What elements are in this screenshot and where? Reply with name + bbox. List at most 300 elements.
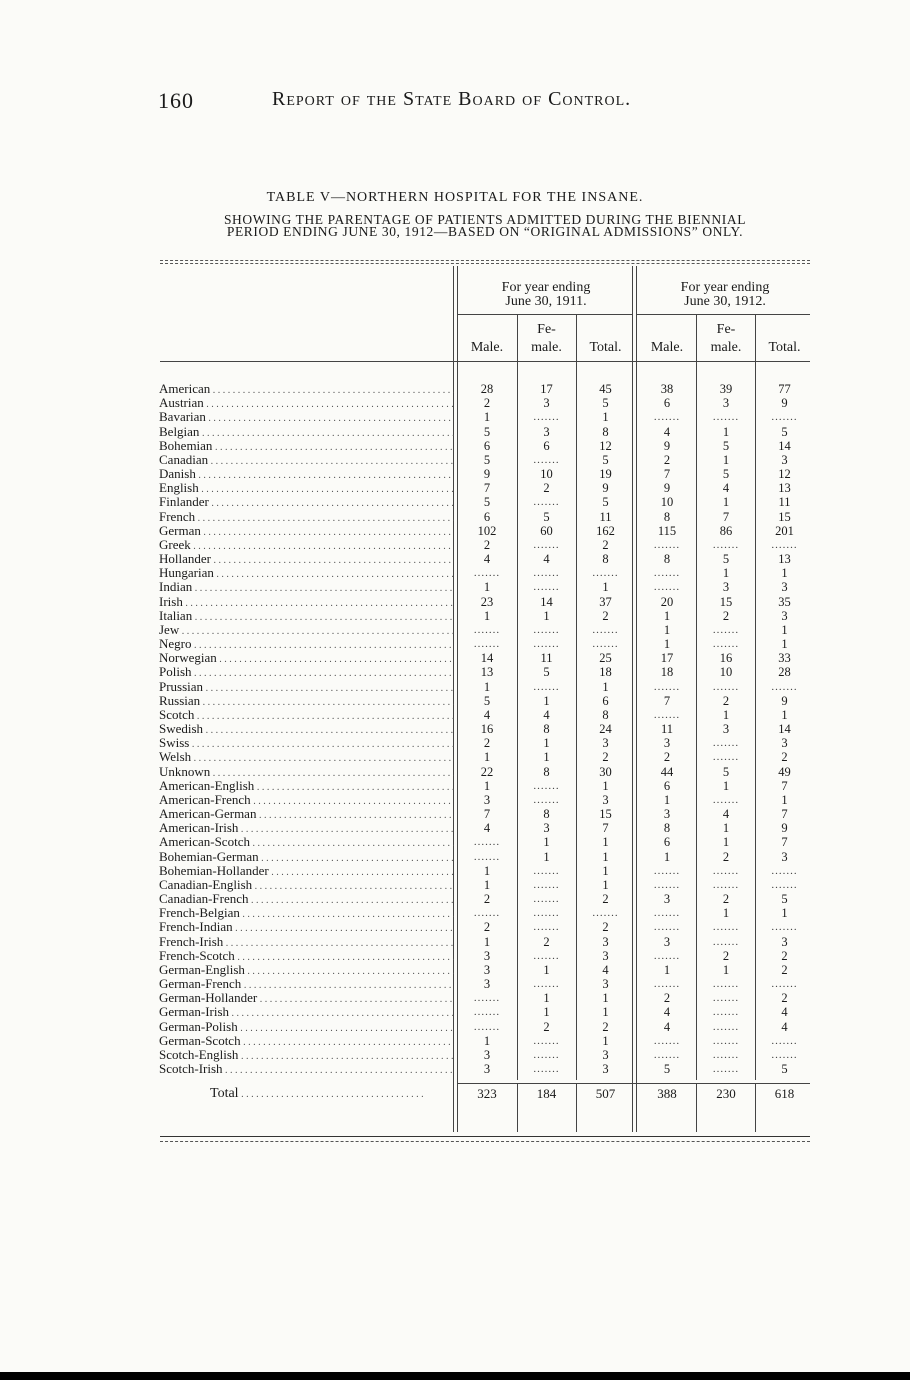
table-row [159, 850, 819, 864]
table-cell: 3 [543, 396, 550, 410]
table-row [159, 651, 819, 665]
table-cell: 25 [599, 651, 612, 665]
empty-cell-leader: ....... [712, 865, 740, 877]
table-cell: 5 [483, 694, 491, 708]
table-cell: 14 [540, 595, 553, 609]
table-cell: 2 [722, 850, 730, 864]
empty-cell-leader: ....... [653, 681, 681, 693]
row-label: Danish . . . [159, 467, 454, 481]
table-cell: 14 [778, 722, 791, 736]
table-row [159, 949, 819, 963]
table-cell: 7 [722, 510, 730, 524]
table-cell: 1 [483, 935, 491, 949]
table-row [159, 566, 819, 580]
column-heading-line [460, 323, 514, 337]
year-group-heading-line: For year ending [680, 280, 770, 295]
table-cell: 9 [781, 396, 788, 410]
table-cell: 1 [722, 453, 730, 467]
table-cell: 28 [778, 665, 791, 679]
row-label: Prussian . . . [159, 680, 454, 694]
column-heading-line [757, 323, 812, 337]
table-cell: 12 [778, 467, 791, 481]
row-label: American-English . . . [159, 779, 454, 793]
table-cell: 5 [663, 1062, 671, 1076]
table-cell: 1 [722, 779, 730, 793]
table-cell: 1 [543, 963, 550, 977]
table-cell: 14 [778, 439, 791, 453]
table-cell: 6 [663, 835, 671, 849]
table-row [159, 425, 819, 439]
table-cell: 1 [483, 680, 491, 694]
bottom-rule-1 [160, 1136, 810, 1137]
table-cell: 1 [781, 637, 788, 651]
table-cell: 28 [480, 382, 494, 396]
table-cell: 5 [722, 467, 730, 481]
table-cell: 3 [663, 935, 671, 949]
row-label: Scotch . . . [159, 708, 454, 722]
empty-cell-leader: ....... [771, 1049, 798, 1061]
table-cell: 60 [540, 524, 553, 538]
bottom-rule-2 [160, 1141, 810, 1142]
scan-edge-bar [0, 1372, 910, 1380]
table-row [159, 1062, 819, 1076]
table-cell: 2 [781, 963, 788, 977]
table-cell: 1 [543, 694, 550, 708]
table-cell: 2 [602, 1020, 609, 1034]
table-cell: 39 [719, 382, 733, 396]
table-cell: 8 [543, 722, 550, 736]
empty-cell-leader: ....... [473, 851, 501, 863]
empty-cell-leader: ....... [533, 794, 560, 806]
row-label: Belgian . . . [159, 425, 454, 439]
row-label: American-German . . . [159, 807, 454, 821]
empty-cell-leader: ....... [712, 1006, 740, 1018]
table-cell: 1 [483, 609, 491, 623]
year-group-heading-line: June 30, 1912. [684, 294, 766, 309]
row-label: American-Scotch . . . [159, 835, 454, 849]
table-row [159, 382, 819, 396]
row-label: Scotch-English . . . [159, 1048, 454, 1062]
table-cell: 1 [483, 864, 491, 878]
row-label: French . . . [159, 510, 454, 524]
table-cell: 2 [722, 694, 730, 708]
table-cell: 15 [719, 595, 733, 609]
row-label: German-French . . . [159, 977, 454, 991]
table-cell: 2 [483, 920, 491, 934]
empty-cell-leader: ....... [533, 950, 560, 962]
table-cell: 2 [663, 750, 671, 764]
table-cell: 9 [663, 481, 671, 495]
empty-cell-leader: ....... [592, 624, 619, 636]
row-label: Finlander . . . [159, 495, 454, 509]
table-cell: 1 [722, 566, 730, 580]
empty-cell-leader: ....... [653, 950, 681, 962]
table-cell: 17 [660, 651, 674, 665]
table-row [159, 552, 819, 566]
table-cell: 15 [599, 807, 612, 821]
empty-cell-leader: ....... [533, 921, 560, 933]
row-label: German-English . . . [159, 963, 454, 977]
table-cell: 5 [483, 495, 491, 509]
page-number: 160 [158, 88, 194, 113]
table-row [159, 1005, 819, 1019]
table-cell: 3 [602, 793, 609, 807]
table-cell: 8 [663, 821, 671, 835]
table-subtitle-line-1: SHOWING THE PARENTAGE OF PATIENTS ADMITTED DURING THE BIENNIAL [223, 212, 747, 227]
empty-cell-leader: ....... [473, 567, 501, 579]
table-cell: 1 [602, 878, 609, 892]
empty-cell-leader: ....... [712, 936, 740, 948]
table-cell: 1 [543, 736, 550, 750]
empty-cell-leader: ....... [653, 709, 681, 721]
table-row [159, 538, 819, 552]
column-divider-line [755, 1084, 756, 1132]
table-cell: 5 [722, 765, 730, 779]
table-cell: 37 [599, 595, 612, 609]
empty-cell-leader: ....... [533, 907, 560, 919]
table-cell: 7 [781, 779, 788, 793]
table-cell: 1 [543, 850, 550, 864]
table-cell: 3 [483, 977, 491, 991]
year-group-heading [460, 281, 632, 309]
table-cell: 1 [781, 793, 788, 807]
running-title: Report of the State Board of Control. [272, 88, 632, 110]
table-row [159, 991, 819, 1005]
table-cell: 16 [719, 651, 733, 665]
empty-cell-leader: ....... [473, 1021, 501, 1033]
year-group-heading-line: For year ending [501, 280, 591, 295]
table-cell: 3 [543, 425, 550, 439]
empty-cell-leader: ....... [533, 539, 560, 551]
table-cell: 8 [602, 708, 609, 722]
table-cell: 2 [722, 949, 730, 963]
table-cell: 5 [602, 453, 609, 467]
total-cell: 323 [477, 1086, 497, 1101]
table-cell: 2 [483, 538, 491, 552]
table-cell: 3 [483, 963, 491, 977]
table-row [159, 1020, 819, 1034]
table-cell: 5 [602, 396, 609, 410]
table-cell: 2 [781, 949, 788, 963]
row-label: Bavarian . . . [159, 410, 454, 424]
table-cell: 1 [663, 963, 671, 977]
total-row-label [210, 1086, 455, 1103]
table-cell: 8 [602, 425, 609, 439]
table-row [159, 1034, 819, 1048]
row-label: French-Indian . . . [159, 920, 454, 934]
table-cell: 4 [483, 552, 491, 566]
table-cell: 1 [543, 750, 550, 764]
empty-cell-leader: ....... [712, 1021, 740, 1033]
table-cell: 2 [722, 892, 730, 906]
table-cell: 1 [483, 1034, 491, 1048]
row-label: Scotch-Irish . . . [159, 1062, 454, 1076]
empty-cell-leader: ....... [712, 624, 740, 636]
row-label: Swiss . . . [159, 736, 454, 750]
empty-cell-leader: ....... [653, 879, 681, 891]
row-label: Bohemian-German . . . [159, 850, 454, 864]
table-cell: 1 [722, 425, 730, 439]
table-row [159, 481, 819, 495]
table-cell: 16 [480, 722, 494, 736]
table-cell: 3 [722, 580, 730, 594]
table-cell: 7 [483, 481, 491, 495]
table-cell: 10 [719, 665, 733, 679]
row-label: Italian . . . [159, 609, 454, 623]
table-row [159, 835, 819, 849]
empty-cell-leader: ....... [712, 794, 740, 806]
table-cell: 1 [663, 793, 671, 807]
table-cell: 3 [602, 1048, 609, 1062]
table-cell: 6 [483, 510, 491, 524]
empty-cell-leader: ....... [712, 411, 740, 423]
table-cell: 7 [483, 807, 491, 821]
table-cell: 1 [483, 750, 491, 764]
empty-cell-leader: ....... [712, 681, 740, 693]
table-cell: 3 [781, 580, 788, 594]
row-label: Indian . . . [159, 580, 454, 594]
row-label: German-Scotch . . . [159, 1034, 454, 1048]
row-label: Jew . . . [159, 623, 454, 637]
page-header [158, 88, 718, 114]
table-cell: 12 [599, 439, 612, 453]
table-row [159, 637, 819, 651]
total-separator-rule [458, 1083, 810, 1084]
table-row [159, 524, 819, 538]
column-heading-line: Male. [650, 340, 684, 355]
column-heading-line: male. [531, 340, 562, 355]
table-cell: 6 [663, 779, 671, 793]
table-cell: 5 [543, 665, 550, 679]
table-row [159, 708, 819, 722]
empty-cell-leader: ....... [712, 921, 740, 933]
table-cell: 11 [540, 651, 553, 665]
table-cell: 1 [602, 779, 609, 793]
table-row [159, 680, 819, 694]
table-cell: 11 [660, 722, 674, 736]
table-cell: 23 [480, 595, 494, 609]
table-row [159, 906, 819, 920]
empty-cell-leader: ....... [712, 751, 740, 763]
empty-cell-leader: ....... [533, 681, 560, 693]
table-cell: 3 [663, 892, 671, 906]
row-label: Welsh . . . [159, 750, 454, 764]
table-cell: 22 [480, 765, 494, 779]
row-label: Irish . . . [159, 595, 454, 609]
table-title: TABLE V—NORTHERN HOSPITAL FOR THE INSANE. [266, 190, 644, 205]
table-cell: 102 [477, 524, 497, 538]
table-row [159, 1048, 819, 1062]
table-cell: 2 [602, 609, 609, 623]
table-cell: 2 [543, 1020, 550, 1034]
table-cell: 1 [722, 906, 730, 920]
table-cell: 1 [781, 566, 788, 580]
empty-cell-leader: ....... [533, 454, 560, 466]
row-label: Hollander . . . [159, 552, 454, 566]
table-cell: 24 [599, 722, 612, 736]
empty-cell-leader: ....... [533, 581, 560, 593]
table-row [159, 694, 819, 708]
table-cell: 30 [599, 765, 612, 779]
table-cell: 45 [599, 382, 612, 396]
table-cell: 15 [778, 510, 791, 524]
table-cell: 3 [483, 793, 491, 807]
table-cell: 6 [602, 694, 609, 708]
total-label-text: Total [210, 1086, 239, 1101]
table-row [159, 665, 819, 679]
table-cell: 1 [722, 963, 730, 977]
header-bottom-rule [160, 361, 810, 362]
table-cell: 2 [781, 750, 788, 764]
total-cell: 230 [716, 1086, 736, 1101]
table-cell: 1 [543, 991, 550, 1005]
table-cell: 2 [543, 481, 550, 495]
table-row [159, 892, 819, 906]
table-cell: 1 [602, 864, 609, 878]
row-label: Swedish . . . [159, 722, 454, 736]
table-cell: 5 [781, 892, 788, 906]
table-cell: 33 [778, 651, 791, 665]
table-row [159, 453, 819, 467]
table-cell: 3 [543, 821, 550, 835]
empty-cell-leader: ....... [533, 567, 560, 579]
table-row [159, 750, 819, 764]
empty-cell-leader: ....... [473, 836, 501, 848]
table-cell: 1 [781, 906, 788, 920]
column-heading [639, 323, 695, 355]
empty-cell-leader: ....... [653, 921, 681, 933]
total-cell: 184 [536, 1086, 557, 1101]
table-cell: 3 [781, 736, 788, 750]
empty-cell-leader: ....... [533, 496, 560, 508]
table-row [159, 935, 819, 949]
table-cell: 38 [660, 382, 674, 396]
table-cell: 3 [602, 736, 609, 750]
empty-cell-leader: ....... [712, 992, 740, 1004]
table-cell: 3 [781, 609, 788, 623]
table-cell: 20 [660, 595, 674, 609]
table-row [159, 920, 819, 934]
table-row [159, 793, 819, 807]
empty-cell-leader: ....... [473, 638, 501, 650]
column-heading-line: Fe- [537, 322, 556, 337]
table-cell: 1 [602, 1005, 609, 1019]
table-cell: 2 [781, 991, 788, 1005]
column-heading-line: male. [710, 340, 742, 355]
table-row [159, 779, 819, 793]
empty-cell-leader: ....... [653, 539, 681, 551]
empty-cell-leader: ....... [712, 1063, 740, 1075]
empty-cell-leader: ....... [712, 539, 740, 551]
table-cell: 3 [483, 1062, 491, 1076]
table-cell: 5 [483, 453, 491, 467]
table-cell: 1 [602, 1034, 609, 1048]
table-cell: 1 [781, 708, 788, 722]
table-cell: 2 [663, 991, 671, 1005]
table-cell: 3 [483, 1048, 491, 1062]
table-cell: 1 [663, 637, 671, 651]
row-label: Hungarian . . . [159, 566, 454, 580]
empty-cell-leader: ....... [533, 978, 560, 990]
column-heading [518, 323, 575, 355]
total-cell: 618 [774, 1086, 795, 1101]
empty-cell-leader: ....... [771, 411, 798, 423]
row-label: French-Irish . . . [159, 935, 454, 949]
table-cell: 7 [663, 694, 671, 708]
table-cell: 2 [663, 453, 671, 467]
table-row [159, 736, 819, 750]
table-cell: 3 [602, 935, 609, 949]
table-cell: 1 [722, 835, 730, 849]
year-group-heading-line: June 30, 1911. [505, 294, 587, 309]
row-label: French-Belgian . . . [159, 906, 454, 920]
table-cell: 44 [660, 765, 674, 779]
empty-cell-leader: ....... [771, 865, 798, 877]
table-cell: 86 [719, 524, 733, 538]
table-cell: 4 [483, 821, 491, 835]
table-cell: 2 [602, 920, 609, 934]
table-cell: 7 [781, 807, 788, 821]
row-label: American-Irish . . . [159, 821, 454, 835]
table-cell: 3 [722, 396, 730, 410]
table-cell: 3 [663, 807, 671, 821]
table-row [159, 977, 819, 991]
group-underline [458, 314, 632, 315]
table-cell: 3 [663, 736, 671, 750]
empty-cell-leader: ....... [653, 581, 681, 593]
table-cell: 1 [543, 835, 550, 849]
table-cell: 2 [483, 892, 491, 906]
table-cell: 1 [483, 410, 491, 424]
table-row [159, 623, 819, 637]
empty-cell-leader: ....... [653, 567, 681, 579]
table-cell: 7 [602, 821, 609, 835]
row-label: German-Polish . . . [159, 1020, 454, 1034]
empty-cell-leader: ....... [712, 1049, 740, 1061]
table-cell: 4 [663, 1020, 671, 1034]
empty-cell-leader: ....... [533, 1063, 560, 1075]
empty-cell-leader: ....... [653, 1035, 681, 1047]
table-cell: 11 [778, 495, 791, 509]
empty-cell-leader: ....... [533, 624, 560, 636]
total-cell: 388 [657, 1086, 677, 1101]
empty-cell-leader: ....... [592, 567, 619, 579]
table-cell: 3 [722, 722, 730, 736]
table-cell: 10 [660, 495, 674, 509]
empty-cell-leader: ....... [533, 1049, 560, 1061]
empty-cell-leader: ....... [771, 921, 798, 933]
table-cell: 5 [543, 510, 550, 524]
table-row [159, 864, 819, 878]
table-row [159, 495, 819, 509]
empty-cell-leader: ....... [473, 624, 501, 636]
table-cell: 1 [663, 609, 671, 623]
row-label: Canadian . . . [159, 453, 454, 467]
empty-cell-leader: ....... [653, 907, 681, 919]
table-cell: 1 [602, 835, 609, 849]
empty-cell-leader: ....... [712, 978, 740, 990]
table-cell: 1 [602, 680, 609, 694]
column-heading [757, 323, 812, 355]
table-row [159, 807, 819, 821]
table-cell: 1 [722, 821, 730, 835]
table-cell: 1 [722, 708, 730, 722]
table-cell: 4 [483, 708, 491, 722]
row-label: American-French . . . [159, 793, 454, 807]
table-cell: 8 [543, 807, 550, 821]
year-group-heading [639, 281, 811, 309]
table-cell: 4 [781, 1005, 788, 1019]
